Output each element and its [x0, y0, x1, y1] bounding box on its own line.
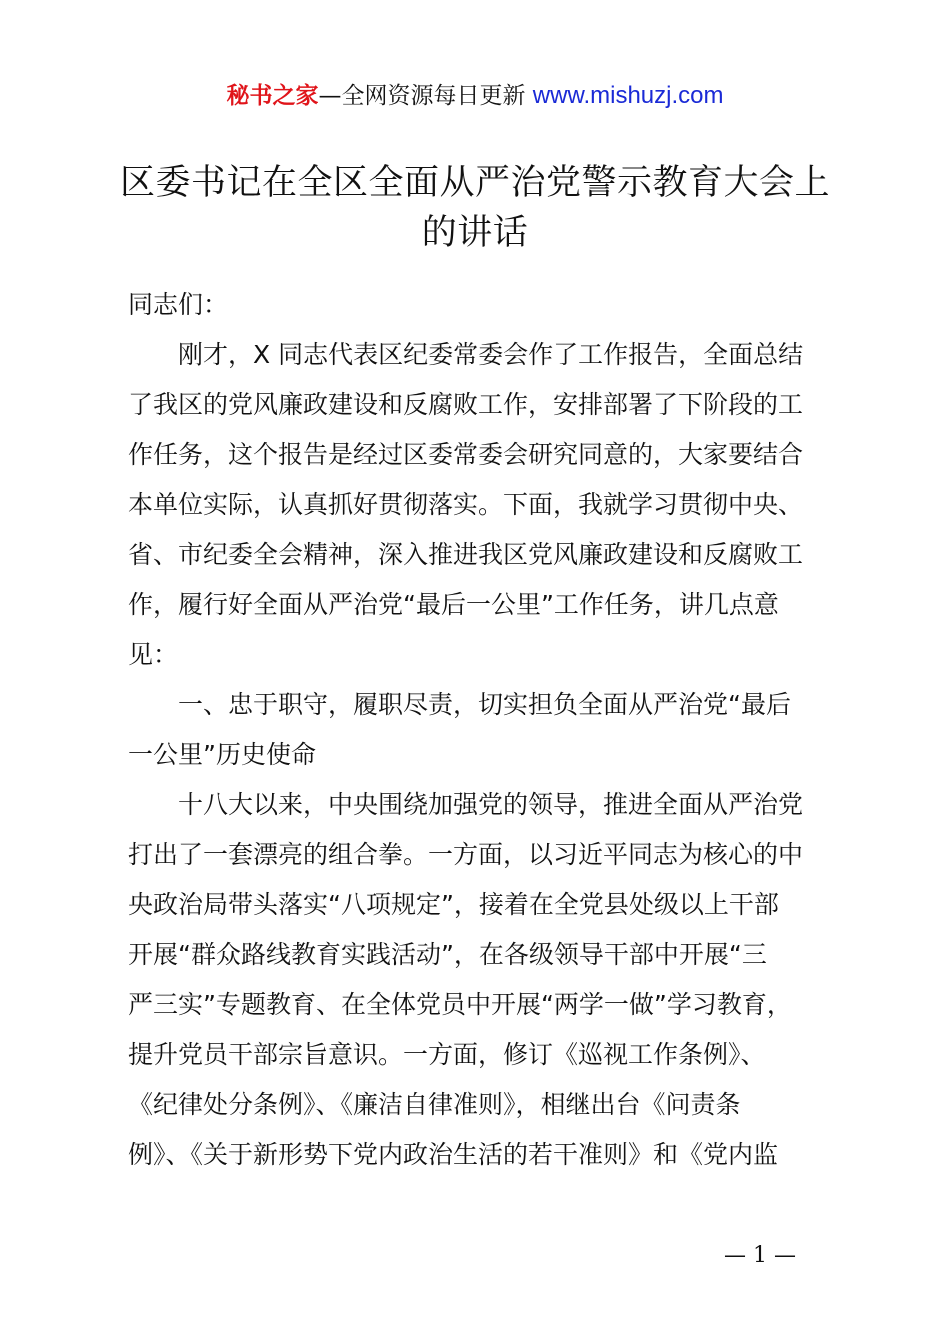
paragraph-opening [128, 330, 838, 680]
text-line: 见： [128, 640, 179, 669]
site-header-banner [0, 80, 950, 112]
heading-line: 一、忠于职守，履职尽责，切实担负全面从严治党“最后 [178, 690, 791, 719]
title-line: 的讲话 [421, 213, 529, 253]
page-number: — 1 — [724, 1243, 796, 1268]
text-line: 作任务，这个报告是经过区委常委会研究同意的，大家要结合 [128, 440, 804, 469]
brand-name: 秘书之家 [226, 83, 319, 109]
section-heading-1 [128, 680, 838, 780]
text-line: 刚才，X 同志代表区纪委常委会作了工作报告，全面总结 [178, 340, 804, 369]
salutation-text: 同志们： [128, 290, 229, 319]
text-line: 提升党员干部宗旨意识。一方面，修订《巡视工作条例》、 [128, 1040, 766, 1069]
site-url: www.mishuzj.com [532, 82, 724, 109]
header-slogan: —全网资源每日更新 [318, 83, 526, 109]
text-line: 严三实”专题教育、在全体党员中开展“两学一做”学习教育， [128, 990, 792, 1019]
text-line: 例》、《关于新形势下党内政治生活的若干准则》和《党内监 [128, 1140, 779, 1169]
text-line: 《纪律处分条例》、《廉洁自律准则》，相继出台《问责条 [128, 1090, 741, 1119]
title-line: 区委书记在全区全面从严治党警示教育大会上 [119, 163, 830, 203]
text-line: 了我区的党风廉政建设和反腐败工作，安排部署了下阶段的工 [128, 390, 804, 419]
document-title [0, 158, 950, 258]
text-line: 作，履行好全面从严治党“最后一公里”工作任务，讲几点意 [128, 590, 779, 619]
text-line: 十八大以来，中央围绕加强党的领导，推进全面从严治党 [178, 790, 804, 819]
text-line: 本单位实际，认真抓好贯彻落实。下面，我就学习贯彻中央、 [128, 490, 804, 519]
text-line: 省、市纪委全会精神，深入推进我区党风廉政建设和反腐败工 [128, 540, 804, 569]
salutation [128, 280, 838, 330]
text-line: 央政治局带头落实“八项规定”，接着在全党县处级以上干部 [128, 890, 779, 919]
heading-line: 一公里”历史使命 [128, 740, 316, 769]
text-line: 打出了一套漂亮的组合拳。一方面，以习近平同志为核心的中 [128, 840, 804, 869]
text-line: 开展“群众路线教育实践活动”，在各级领导干部中开展“三 [128, 940, 767, 969]
paragraph-section-1 [128, 780, 838, 1180]
